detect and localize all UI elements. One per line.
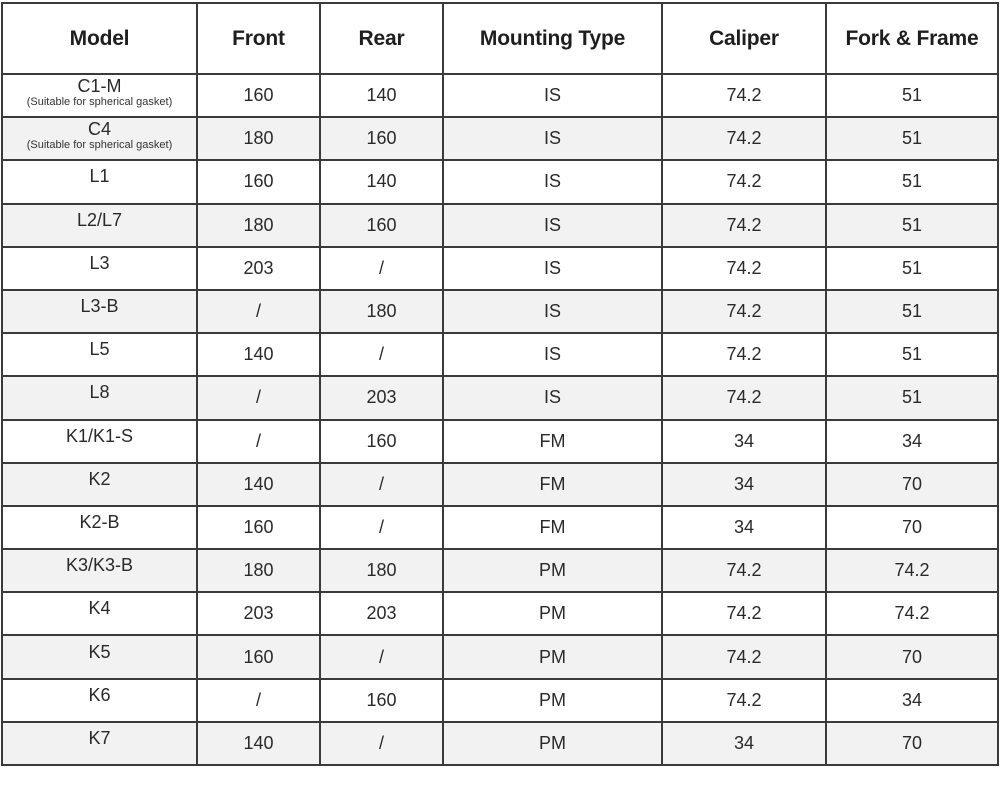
model-name: L1 bbox=[89, 166, 110, 187]
cell-fork-frame: 51 bbox=[826, 376, 998, 419]
cell-front: 180 bbox=[197, 549, 320, 592]
cell-model bbox=[2, 247, 197, 290]
rotor-spec-table bbox=[1, 2, 999, 766]
cell-rear: / bbox=[320, 506, 443, 549]
table-row bbox=[2, 204, 998, 247]
cell-fork-frame: 51 bbox=[826, 290, 998, 333]
cell-front: 140 bbox=[197, 463, 320, 506]
cell-fork-frame: 51 bbox=[826, 247, 998, 290]
cell-fork-frame: 70 bbox=[826, 463, 998, 506]
cell-fork-frame: 51 bbox=[826, 333, 998, 376]
cell-rear: 203 bbox=[320, 592, 443, 635]
table-row bbox=[2, 247, 998, 290]
cell-model bbox=[2, 333, 197, 376]
cell-front: 203 bbox=[197, 592, 320, 635]
table-row bbox=[2, 376, 998, 419]
cell-model bbox=[2, 463, 197, 506]
cell-front: 180 bbox=[197, 117, 320, 160]
cell-caliper: 74.2 bbox=[662, 290, 826, 333]
header-row bbox=[2, 3, 998, 74]
cell-rear: 140 bbox=[320, 74, 443, 117]
cell-fork-frame: 74.2 bbox=[826, 549, 998, 592]
cell-mounting-type: IS bbox=[443, 376, 662, 419]
cell-front: / bbox=[197, 376, 320, 419]
cell-caliper: 74.2 bbox=[662, 333, 826, 376]
table-row bbox=[2, 549, 998, 592]
model-name: L2/L7 bbox=[76, 209, 123, 230]
cell-fork-frame: 51 bbox=[826, 74, 998, 117]
cell-front: 140 bbox=[197, 333, 320, 376]
cell-caliper: 74.2 bbox=[662, 679, 826, 722]
cell-mounting-type: IS bbox=[443, 333, 662, 376]
table-row bbox=[2, 635, 998, 678]
cell-rear: 140 bbox=[320, 160, 443, 203]
cell-model bbox=[2, 592, 197, 635]
cell-rear: 160 bbox=[320, 204, 443, 247]
model-name: K2 bbox=[88, 468, 111, 489]
model-name: K6 bbox=[88, 684, 111, 705]
cell-model bbox=[2, 290, 197, 333]
cell-fork-frame: 34 bbox=[826, 679, 998, 722]
cell-rear: 160 bbox=[320, 420, 443, 463]
model-name: C4 bbox=[87, 118, 111, 139]
cell-mounting-type: PM bbox=[443, 722, 662, 765]
cell-caliper: 74.2 bbox=[662, 549, 826, 592]
cell-model bbox=[2, 506, 197, 549]
cell-model bbox=[2, 74, 197, 117]
cell-rear: 180 bbox=[320, 290, 443, 333]
cell-front: 180 bbox=[197, 204, 320, 247]
cell-mounting-type: IS bbox=[443, 160, 662, 203]
table-row bbox=[2, 463, 998, 506]
cell-caliper: 74.2 bbox=[662, 592, 826, 635]
cell-model bbox=[2, 722, 197, 765]
cell-caliper: 34 bbox=[662, 722, 826, 765]
cell-rear: / bbox=[320, 333, 443, 376]
cell-caliper: 74.2 bbox=[662, 247, 826, 290]
model-name: K3/K3-B bbox=[65, 555, 134, 576]
model-name: K1/K1-S bbox=[65, 425, 134, 446]
cell-model bbox=[2, 420, 197, 463]
cell-mounting-type: IS bbox=[443, 204, 662, 247]
model-note: (Suitable for spherical gasket) bbox=[26, 95, 173, 108]
header-rear: Rear bbox=[320, 3, 443, 74]
model-note: (Suitable for spherical gasket) bbox=[26, 138, 173, 151]
table-row bbox=[2, 160, 998, 203]
model-name: K2-B bbox=[79, 511, 120, 532]
cell-rear: / bbox=[320, 635, 443, 678]
table-row bbox=[2, 333, 998, 376]
cell-mounting-type: IS bbox=[443, 117, 662, 160]
cell-rear: 160 bbox=[320, 679, 443, 722]
model-name: K4 bbox=[88, 598, 111, 619]
cell-rear: / bbox=[320, 722, 443, 765]
cell-mounting-type: PM bbox=[443, 592, 662, 635]
table-row bbox=[2, 290, 998, 333]
table-row bbox=[2, 420, 998, 463]
cell-model bbox=[2, 549, 197, 592]
cell-fork-frame: 74.2 bbox=[826, 592, 998, 635]
cell-front: 203 bbox=[197, 247, 320, 290]
table-row bbox=[2, 506, 998, 549]
cell-fork-frame: 70 bbox=[826, 722, 998, 765]
cell-caliper: 74.2 bbox=[662, 74, 826, 117]
cell-front: 160 bbox=[197, 635, 320, 678]
cell-caliper: 34 bbox=[662, 506, 826, 549]
cell-front: 160 bbox=[197, 160, 320, 203]
model-name: K5 bbox=[88, 641, 111, 662]
cell-rear: 180 bbox=[320, 549, 443, 592]
cell-rear: 203 bbox=[320, 376, 443, 419]
cell-fork-frame: 51 bbox=[826, 160, 998, 203]
spec-table-container bbox=[1, 2, 999, 766]
cell-mounting-type: PM bbox=[443, 679, 662, 722]
cell-caliper: 74.2 bbox=[662, 204, 826, 247]
cell-front: 140 bbox=[197, 722, 320, 765]
cell-model bbox=[2, 204, 197, 247]
cell-model bbox=[2, 635, 197, 678]
model-name: L8 bbox=[89, 382, 110, 403]
cell-caliper: 34 bbox=[662, 420, 826, 463]
cell-caliper: 74.2 bbox=[662, 376, 826, 419]
cell-mounting-type: IS bbox=[443, 290, 662, 333]
cell-model bbox=[2, 376, 197, 419]
cell-fork-frame: 51 bbox=[826, 117, 998, 160]
model-name: L3 bbox=[89, 252, 110, 273]
header-model: Model bbox=[2, 3, 197, 74]
cell-front: / bbox=[197, 290, 320, 333]
cell-model bbox=[2, 679, 197, 722]
model-name: L5 bbox=[89, 339, 110, 360]
cell-fork-frame: 70 bbox=[826, 635, 998, 678]
cell-fork-frame: 34 bbox=[826, 420, 998, 463]
cell-rear: 160 bbox=[320, 117, 443, 160]
cell-model bbox=[2, 117, 197, 160]
header-fork-frame: Fork & Frame bbox=[826, 3, 998, 74]
model-name: K7 bbox=[88, 727, 111, 748]
cell-mounting-type: FM bbox=[443, 420, 662, 463]
cell-fork-frame: 51 bbox=[826, 204, 998, 247]
table-row bbox=[2, 592, 998, 635]
cell-mounting-type: PM bbox=[443, 549, 662, 592]
table-row bbox=[2, 74, 998, 117]
table-row bbox=[2, 722, 998, 765]
cell-front: 160 bbox=[197, 506, 320, 549]
cell-caliper: 74.2 bbox=[662, 635, 826, 678]
model-name: C1-M bbox=[77, 75, 122, 96]
model-name: L3-B bbox=[80, 296, 119, 317]
cell-mounting-type: IS bbox=[443, 74, 662, 117]
header-front: Front bbox=[197, 3, 320, 74]
cell-mounting-type: PM bbox=[443, 635, 662, 678]
cell-rear: / bbox=[320, 463, 443, 506]
cell-caliper: 74.2 bbox=[662, 117, 826, 160]
cell-mounting-type: FM bbox=[443, 463, 662, 506]
cell-caliper: 34 bbox=[662, 463, 826, 506]
cell-front: / bbox=[197, 679, 320, 722]
cell-fork-frame: 70 bbox=[826, 506, 998, 549]
cell-mounting-type: FM bbox=[443, 506, 662, 549]
table-row bbox=[2, 679, 998, 722]
table-row bbox=[2, 117, 998, 160]
cell-front: 160 bbox=[197, 74, 320, 117]
cell-front: / bbox=[197, 420, 320, 463]
header-caliper: Caliper bbox=[662, 3, 826, 74]
cell-rear: / bbox=[320, 247, 443, 290]
cell-caliper: 74.2 bbox=[662, 160, 826, 203]
cell-model bbox=[2, 160, 197, 203]
header-mounting-type: Mounting Type bbox=[443, 3, 662, 74]
cell-mounting-type: IS bbox=[443, 247, 662, 290]
